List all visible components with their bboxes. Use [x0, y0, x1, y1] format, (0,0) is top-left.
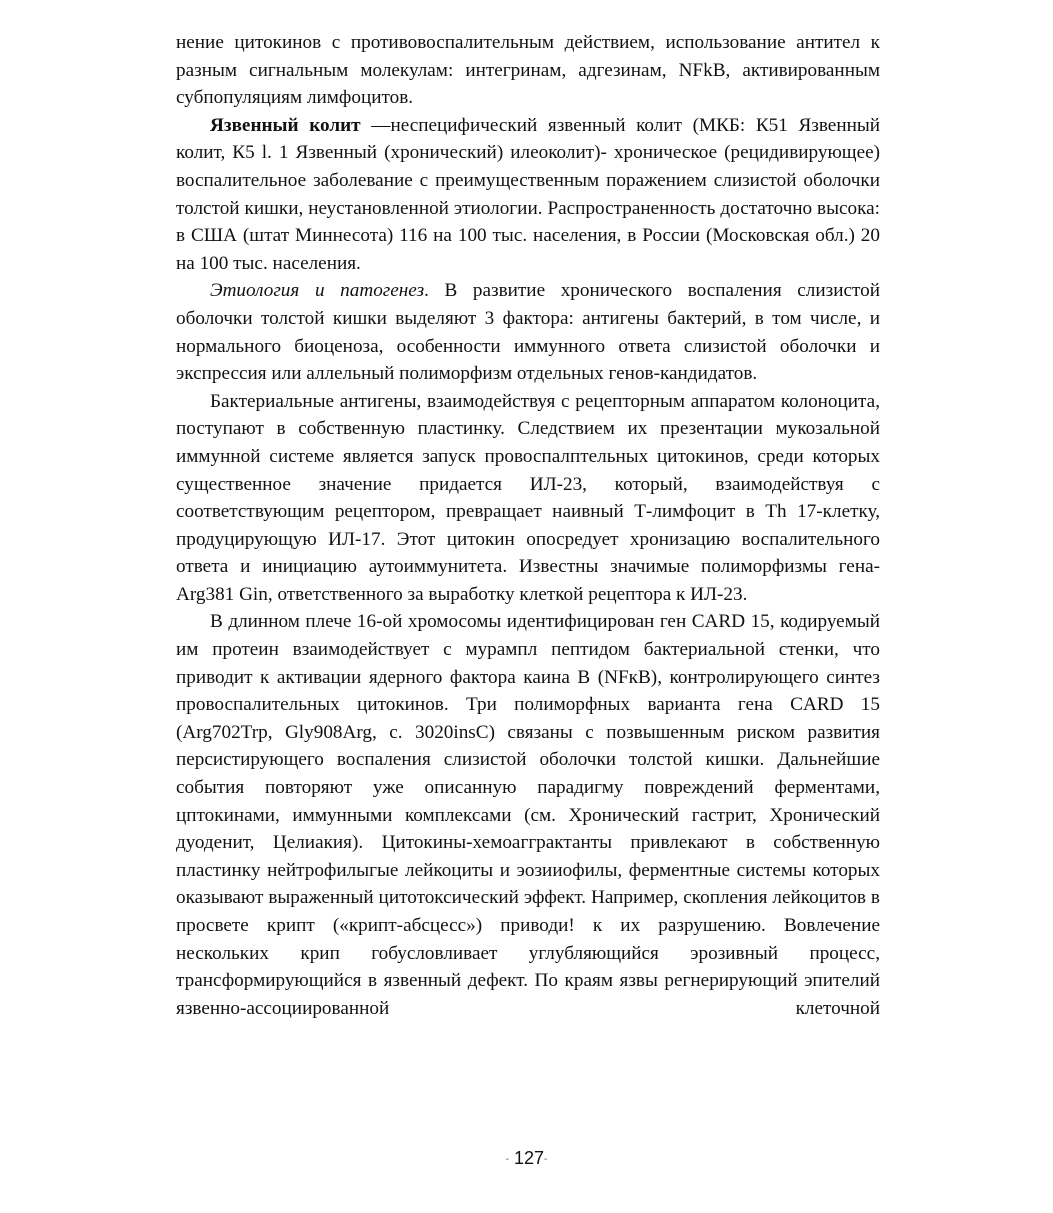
paragraph-ulcerative-colitis	[176, 112, 880, 278]
folio-mark-right: -	[544, 1153, 548, 1165]
paragraph-text: нение цитокинов с противовоспалительным действием, использование антител к разным сигнальным молекулам: интегринам, адгезинам, NFkB, активированным субпопуляциям лимфоцитов.	[176, 32, 880, 109]
paragraph-text: Бактериальные антигены, взаимодействуя с рецепторным аппаратом колоноцита, поступают в собственную пластинку. Следствием их презентации мукозальной иммунной системе является запуск провоспалптельных цитокинов, среди которых существенное значение придается ИЛ-23, который, взаимодействуя с соответствующим рецептором, превращает наивный Т-лимфоцит в Th 17-клетку, продуцирующую ИЛ-17. Этот цитокин опосредует хронизацию воспалительного ответа и инициацию аутоиммунитета. Известны значимые полиморфизмы гена- Arg381 Gin, ответственного за выработку клеткой рецептора к ИЛ-23.	[176, 390, 880, 605]
paragraph-continuation	[176, 29, 880, 112]
page-body	[176, 29, 880, 1022]
term-etiology: Этиология и патогенез	[210, 280, 425, 302]
paragraph-text: . В развитие хронического воспаления слизистой оболочки толстой кишки выделяют 3 фактора: антигены бактерий, в том числе, и нормального биоценоза, особенности иммунного ответа слизистой оболочки и экспрессия или аллельный полиморфизм отдельных генов-кандидатов.	[176, 280, 880, 385]
paragraph-bacterial-antigens	[176, 388, 880, 609]
folio-mark-left: -	[505, 1153, 509, 1165]
folio-number: 127	[513, 1148, 545, 1168]
paragraph-etiology	[176, 277, 880, 387]
term-ulcerative-colitis: Язвенный колит	[210, 114, 361, 136]
paragraph-text: —неспецифический язвенный колит (МКБ: К51 Язвенный колит, К5 l. 1 Язвенный (хронический) илеоколит)- хроническое (рецидивирующее) воспалительное заболевание с преимущественным поражением слизистой оболочки толстой кишки, неустановленной этиологии. Распространенность достаточно высока: в США (штат Миннесота) 116 на 100 тыс. населения, в России (Московская обл.) 20 на 100 тыс. населения.	[176, 114, 881, 274]
paragraph-card15	[176, 608, 880, 1022]
paragraph-text: В длинном плече 16-ой хромосомы идентифицирован ген CARD 15, кодируемый им протеин взаимодействует с мурампл пептидом бактериальной стенки, что приводит к активации ядерного фактора каина В (NFкB), контролирующего синтез провоспалительных цитокинов. Три полиморфных варианта гена CARD 15 (Arg702Trp, Gly908Arg, с. 3020insC) связаны с позвышенным риском развития персистирующего воспаления слизистой оболочки толстой кишки. Дальнейшие события повторяют уже описанную парадигму повреждений ферментами, цптокинами, иммунными комплексами (см. Хронический гастрит, Хронический дуоденит, Целиакия). Цитокины-хемоаггрaктанты привлекают в собственную пластинку нейтрофилыгые лейкоциты и эозииофилы, ферментные системы которых оказывают выраженный цитотоксический эффект. Например, скопления лейкоцитов в просвете крипт («крипт-абсцесс») приводи! к их разрушению. Вовлечение нескольких крип гобусловливает углубляющийся эрозивный процесс, трансформирующийся в язвенный дефект. По краям язвы регнерирующий эпителий язвенно-ассоциированной клеточной	[176, 611, 880, 1019]
page-number	[0, 1148, 1053, 1169]
